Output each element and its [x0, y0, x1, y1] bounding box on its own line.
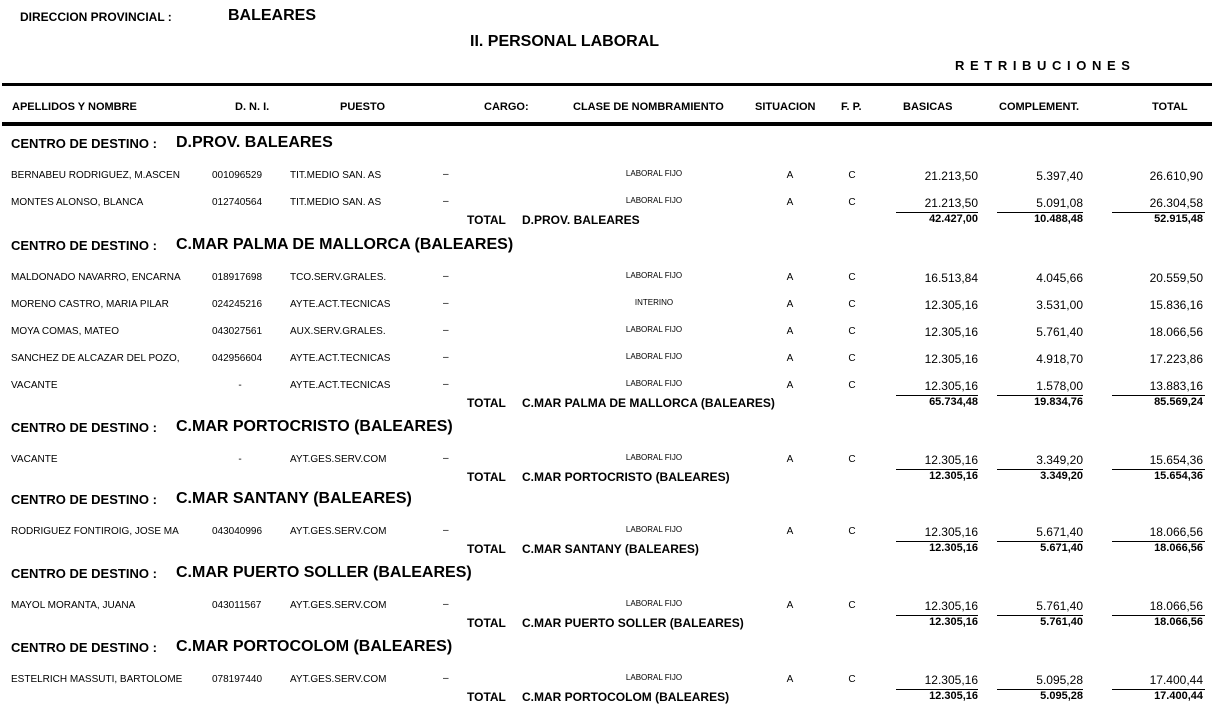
row-total: 26.304,58: [1149, 196, 1203, 210]
col-cargo: CARGO:: [484, 101, 529, 113]
retribuciones-heading: R E T R I B U C I O N E S: [955, 58, 1131, 73]
row-fp: C: [848, 272, 856, 283]
row-puesto: AYT.GES.SERV.COM: [290, 454, 387, 465]
row-situacion: A: [786, 600, 794, 611]
subtotal-centro-name: C.MAR PORTOCOLOM (BALEARES): [522, 690, 730, 704]
row-basicas: 21.213,50: [924, 196, 978, 210]
subtotal-complement: 10.488,48: [1034, 213, 1083, 225]
row-complement: 4.045,66: [1036, 271, 1083, 285]
row-clase: LABORAL FIJO: [625, 453, 683, 462]
centro-name: C.MAR PUERTO SOLLER (BALEARES): [176, 564, 472, 581]
row-fp: C: [848, 353, 856, 364]
row-cargo: –: [443, 599, 449, 610]
row-cargo: –: [443, 298, 449, 309]
row-complement: 5.095,28: [1036, 673, 1083, 687]
col-situacion: SITUACION: [755, 101, 816, 113]
subtotal-complement: 19.834,76: [1034, 396, 1083, 408]
subtotal-basicas: 12.305,16: [929, 616, 978, 628]
row-nombre: MONTES ALONSO, BLANCA: [11, 197, 144, 208]
row-complement: 5.397,40: [1036, 169, 1083, 183]
row-total: 17.223,86: [1149, 352, 1203, 366]
subtotal-total: 52.915,48: [1154, 213, 1203, 225]
centro-name: D.PROV. BALEARES: [176, 134, 333, 151]
row-puesto: AYTE.ACT.TECNICAS: [290, 299, 391, 310]
row-fp: C: [848, 600, 856, 611]
row-total: 17.400,44: [1149, 673, 1203, 687]
row-complement: 3.531,00: [1036, 298, 1083, 312]
centro-name: C.MAR PORTOCOLOM (BALEARES): [176, 638, 453, 655]
subtotal-label: TOTAL: [467, 213, 506, 227]
subtotal-basicas: 42.427,00: [929, 213, 978, 225]
row-total: 26.610,90: [1149, 169, 1203, 183]
subtotal-label: TOTAL: [467, 690, 506, 704]
row-fp: C: [848, 380, 856, 391]
row-nombre: MORENO CASTRO, MARIA PILAR: [11, 299, 169, 310]
row-situacion: A: [786, 380, 794, 391]
centro-label: CENTRO DE DESTINO :: [11, 492, 157, 507]
row-complement: 5.671,40: [1036, 525, 1083, 539]
subtotal-label: TOTAL: [467, 616, 506, 630]
row-puesto: AYTE.ACT.TECNICAS: [290, 353, 391, 364]
row-cargo: –: [443, 271, 449, 282]
row-nombre: SANCHEZ DE ALCAZAR DEL POZO,: [11, 353, 180, 364]
row-clase: LABORAL FIJO: [625, 196, 683, 205]
row-total: 13.883,16: [1149, 379, 1203, 393]
header-top-rule: [2, 83, 1212, 86]
row-situacion: A: [786, 353, 794, 364]
subtotal-label: TOTAL: [467, 396, 506, 410]
row-puesto: TIT.MEDIO SAN. AS: [290, 197, 382, 208]
centro-label: CENTRO DE DESTINO :: [11, 420, 157, 435]
col-clase: CLASE DE NOMBRAMIENTO: [573, 101, 724, 113]
row-cargo: –: [443, 379, 449, 390]
row-cargo: –: [443, 169, 449, 180]
row-nombre: ESTELRICH MASSUTI, BARTOLOME: [11, 674, 183, 685]
row-nombre: MAYOL MORANTA, JUANA: [11, 600, 136, 611]
row-nombre: MOYA COMAS, MATEO: [11, 326, 119, 337]
row-puesto: AUX.SERV.GRALES.: [290, 326, 386, 337]
row-basicas: 16.513,84: [924, 271, 978, 285]
row-cargo: –: [443, 525, 449, 536]
row-basicas: 12.305,16: [924, 673, 978, 687]
row-situacion: A: [786, 454, 794, 465]
row-complement: 5.761,40: [1036, 325, 1083, 339]
header-bottom-rule: [2, 122, 1212, 126]
row-fp: C: [848, 454, 856, 465]
row-basicas: 12.305,16: [924, 453, 978, 467]
row-dni: 043027561: [212, 326, 263, 337]
row-fp: C: [848, 326, 856, 337]
row-puesto: AYT.GES.SERV.COM: [290, 674, 387, 685]
row-fp: C: [848, 674, 856, 685]
row-dni: 042956604: [212, 353, 263, 364]
row-nombre: VACANTE: [11, 454, 58, 465]
row-clase: LABORAL FIJO: [625, 673, 683, 682]
row-complement: 5.091,08: [1036, 196, 1083, 210]
row-total: 15.836,16: [1149, 298, 1203, 312]
row-cargo: –: [443, 196, 449, 207]
centro-label: CENTRO DE DESTINO :: [11, 136, 157, 151]
row-situacion: A: [786, 299, 794, 310]
subtotal-centro-name: C.MAR PUERTO SOLLER (BALEARES): [522, 616, 744, 630]
col-fp: F. P.: [841, 101, 862, 113]
row-total: 20.559,50: [1149, 271, 1203, 285]
col-complement: COMPLEMENT.: [999, 101, 1080, 113]
row-situacion: A: [786, 526, 794, 537]
col-puesto: PUESTO: [340, 101, 386, 113]
subtotal-total: 18.066,56: [1154, 542, 1203, 554]
subtotal-centro-name: C.MAR PORTOCRISTO (BALEARES): [522, 470, 730, 484]
row-dni: 001096529: [212, 170, 263, 181]
subtotal-label: TOTAL: [467, 470, 506, 484]
direccion-value: BALEARES: [228, 7, 317, 24]
row-clase: LABORAL FIJO: [625, 379, 683, 388]
row-dni: 043040996: [212, 526, 263, 537]
subtotal-complement: 5.095,28: [1040, 690, 1083, 702]
row-total: 18.066,56: [1149, 325, 1203, 339]
row-nombre: MALDONADO NAVARRO, ENCARNA: [11, 272, 181, 283]
row-puesto: AYT.GES.SERV.COM: [290, 526, 387, 537]
row-fp: C: [848, 197, 856, 208]
row-dni: 024245216: [212, 299, 263, 310]
row-basicas: 12.305,16: [924, 599, 978, 613]
row-cargo: –: [443, 325, 449, 336]
row-clase: LABORAL FIJO: [625, 525, 683, 534]
row-fp: C: [848, 299, 856, 310]
row-basicas: 12.305,16: [924, 298, 978, 312]
row-dni: 012740564: [212, 197, 263, 208]
row-situacion: A: [786, 674, 794, 685]
row-cargo: –: [443, 673, 449, 684]
row-fp: C: [848, 526, 856, 537]
row-situacion: A: [786, 197, 794, 208]
row-total: 15.654,36: [1149, 453, 1203, 467]
row-cargo: –: [443, 352, 449, 363]
row-clase: LABORAL FIJO: [625, 325, 683, 334]
row-complement: 5.761,40: [1036, 599, 1083, 613]
subtotal-total: 17.400,44: [1154, 690, 1203, 702]
row-situacion: A: [786, 170, 794, 181]
subtotal-complement: 5.761,40: [1040, 616, 1083, 628]
section-title: II. PERSONAL LABORAL: [470, 33, 660, 50]
row-cargo: –: [443, 453, 449, 464]
subtotal-basicas: 12.305,16: [929, 470, 978, 482]
row-nombre: RODRIGUEZ FONTIROIG, JOSE MA: [11, 526, 179, 537]
row-clase: LABORAL FIJO: [625, 352, 683, 361]
subtotal-label: TOTAL: [467, 542, 506, 556]
row-nombre: VACANTE: [11, 380, 58, 391]
centro-name: C.MAR PORTOCRISTO (BALEARES): [176, 418, 453, 435]
row-puesto: TIT.MEDIO SAN. AS: [290, 170, 382, 181]
row-total: 18.066,56: [1149, 599, 1203, 613]
col-basicas: BASICAS: [903, 101, 953, 113]
row-basicas: 12.305,16: [924, 525, 978, 539]
row-puesto: TCO.SERV.GRALES.: [290, 272, 387, 283]
subtotal-centro-name: D.PROV. BALEARES: [522, 213, 640, 227]
row-puesto: AYT.GES.SERV.COM: [290, 600, 387, 611]
row-complement: 4.918,70: [1036, 352, 1083, 366]
direccion-label: DIRECCION PROVINCIAL :: [20, 10, 172, 24]
subtotal-basicas: 12.305,16: [929, 542, 978, 554]
row-clase: LABORAL FIJO: [625, 271, 683, 280]
col-total: TOTAL: [1152, 101, 1188, 113]
row-situacion: A: [786, 272, 794, 283]
subtotal-complement: 5.671,40: [1040, 542, 1083, 554]
row-nombre: BERNABEU RODRIGUEZ, M.ASCEN: [11, 170, 180, 181]
row-basicas: 21.213,50: [924, 169, 978, 183]
row-basicas: 12.305,16: [924, 325, 978, 339]
centro-name: C.MAR PALMA DE MALLORCA (BALEARES): [176, 236, 514, 253]
row-dni: -: [238, 454, 242, 465]
col-dni: D. N. I.: [235, 101, 270, 113]
centro-label: CENTRO DE DESTINO :: [11, 566, 157, 581]
row-complement: 3.349,20: [1036, 453, 1083, 467]
centro-label: CENTRO DE DESTINO :: [11, 238, 157, 253]
row-basicas: 12.305,16: [924, 379, 978, 393]
row-clase: LABORAL FIJO: [625, 169, 683, 178]
subtotal-total: 18.066,56: [1154, 616, 1203, 628]
centro-name: C.MAR SANTANY (BALEARES): [176, 490, 412, 507]
col-apellidos: APELLIDOS Y NOMBRE: [12, 101, 137, 113]
row-dni: -: [238, 380, 242, 391]
row-fp: C: [848, 170, 856, 181]
subtotal-basicas: 65.734,48: [929, 396, 978, 408]
subtotal-centro-name: C.MAR SANTANY (BALEARES): [522, 542, 699, 556]
row-dni: 078197440: [212, 674, 263, 685]
subtotal-total: 85.569,24: [1154, 396, 1203, 408]
row-situacion: A: [786, 326, 794, 337]
row-complement: 1.578,00: [1036, 379, 1083, 393]
row-clase: LABORAL FIJO: [625, 599, 683, 608]
row-basicas: 12.305,16: [924, 352, 978, 366]
row-dni: 018917698: [212, 272, 263, 283]
subtotal-basicas: 12.305,16: [929, 690, 978, 702]
subtotal-complement: 3.349,20: [1040, 470, 1083, 482]
subtotal-centro-name: C.MAR PALMA DE MALLORCA (BALEARES): [522, 396, 775, 410]
row-clase: INTERINO: [634, 298, 674, 307]
subtotal-total: 15.654,36: [1154, 470, 1203, 482]
row-dni: 043011567: [212, 600, 262, 611]
row-puesto: AYTE.ACT.TECNICAS: [290, 380, 391, 391]
centro-label: CENTRO DE DESTINO :: [11, 640, 157, 655]
row-total: 18.066,56: [1149, 525, 1203, 539]
